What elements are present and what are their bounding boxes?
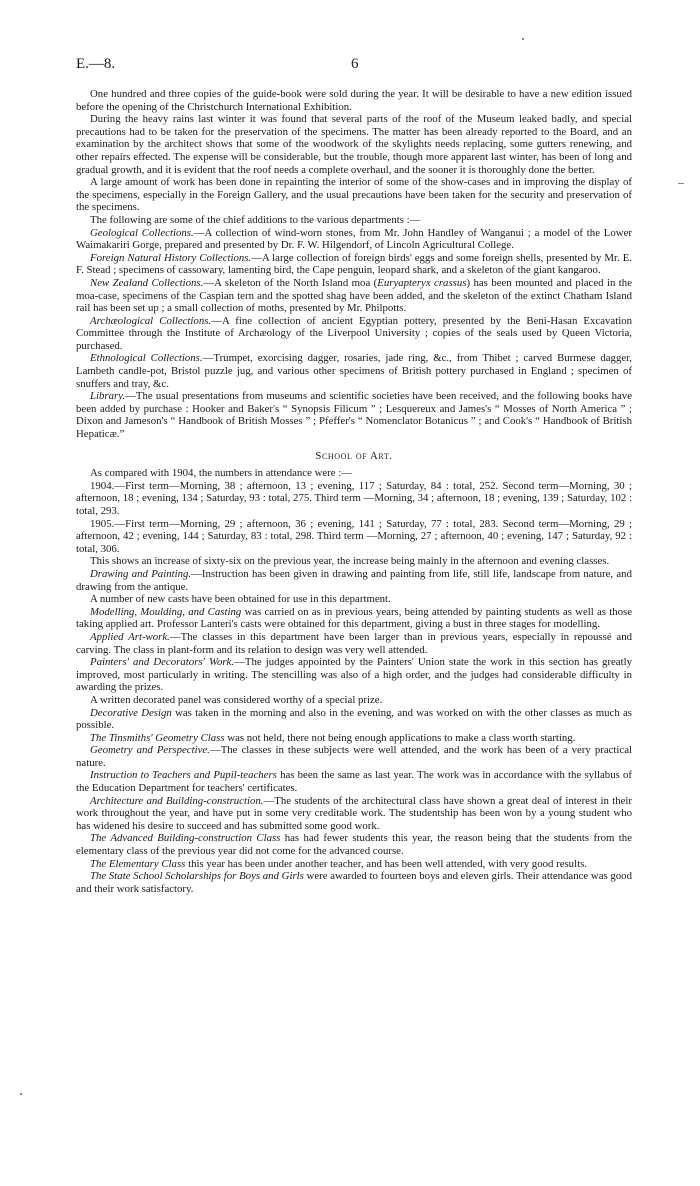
paragraph xyxy=(76,870,632,895)
paragraph xyxy=(76,795,632,833)
text-run: —A collection of wind-worn stones, from Mr. John Handley of Wanganui ; a model of the Lower Waimakariri Gorge, prepared and presented by Dr. F. W. Hilgendorf, of Lincoln Agricultural College. xyxy=(76,226,632,252)
text-run: —Trumpet, exorcising dagger, rosaries, jade ring, &c., from Thibet ; carved Burmese dagger, Lambeth candle-pot, Bristol puzzle jug, and various other specimens of British pottery purchased in England ; specimen of snuffers and tray, &c. xyxy=(76,352,632,390)
text-run: —The classes in this department have been larger than in previous years, especially in repoussé and carving. The class in plant-form and its relation to design was very well attended. xyxy=(76,630,632,656)
scan-speck xyxy=(678,183,684,184)
italic-run: New Zealand Collections. xyxy=(90,276,204,289)
paragraph xyxy=(76,832,632,857)
italic-run: Painters' and Decorators' Work. xyxy=(90,656,235,669)
text-run: was carried on as in previous years, being attended by painting students as well as those taking applied art. Professor Lanteri's casts were obtained for this department, giving a bust in three stages for modelling. xyxy=(76,605,633,631)
paragraph xyxy=(76,555,632,568)
text-run: As compared with 1904, the numbers in attendance were :— xyxy=(90,467,353,480)
italic-run: The Advanced Building-construction Class xyxy=(90,832,281,845)
italic-run: The Tinsmiths' Geometry Class xyxy=(90,731,225,744)
italic-run: Geometry and Perspective. xyxy=(90,744,210,757)
paragraph xyxy=(76,769,632,794)
text-run: 1905.—First term—Morning, 29 ; afternoon, 36 ; evening, 141 ; Saturday, 77 : total, 283. Second term—Morning, 29 ; afternoon, 42 ; evening, 144 ; Saturday, 83 : total, 298. Third term —Morning, 27 ; afternoon, 40 ; evening, 147 ; Saturday, 92 : total, 306. xyxy=(76,517,632,555)
paragraph xyxy=(76,214,632,227)
paragraph xyxy=(76,858,632,871)
page-number: 6 xyxy=(351,56,359,72)
paragraph xyxy=(76,252,632,277)
text-run: was not held, there not being enough applications to make a class worth starting. xyxy=(224,731,576,744)
paragraph xyxy=(76,227,632,252)
italic-run: Ethnological Collections. xyxy=(90,352,203,365)
paragraph xyxy=(76,568,632,593)
report-reference: E.—8. xyxy=(76,56,116,72)
paragraph xyxy=(76,656,632,694)
text-run: —The judges appointed by the Painters' Union state the work in this section has greatly improved, most particularly in writing. The stencilling was also of a high order, and the judges had considerable difficulty in awarding the prizes. xyxy=(76,656,632,694)
paragraph xyxy=(76,176,632,214)
paragraph xyxy=(76,744,632,769)
italic-run: Architecture and Building-construction. xyxy=(90,794,264,807)
italic-run: The State School Scholarships for Boys and Girls xyxy=(90,870,304,883)
text-run: A written decorated panel was considered worthy of a special prize. xyxy=(90,693,383,706)
report-body xyxy=(76,88,632,895)
paragraph xyxy=(76,606,632,631)
text-run: The following are some of the chief additions to the various departments :— xyxy=(90,213,421,226)
paragraph xyxy=(76,518,632,556)
text-run: 1904.—First term—Morning, 38 ; afternoon, 13 ; evening, 117 ; Saturday, 84 : total, 252. Second term—Morning, 30 ; afternoon, 18 ; evening, 134 ; Saturday, 93 : total, 275. Third term —Morning, 34 ; afternoon, 18 ; evening, 139 ; Saturday, 102 : total, 293. xyxy=(76,479,632,517)
text-run: This shows an increase of sixty-six on the previous year, the increase being mainly in the afternoon and evening classes. xyxy=(90,555,610,568)
text-run: —A skeleton of the North Island moa ( xyxy=(203,276,378,289)
text-run: ) has been mounted and placed in the moa-case, specimens of the Caspian tern and the spotted shag have been added, and the skeleton of the extinct Chatham Island rail has been set up ; a small collection of moths, presented by Mr. Philpotts. xyxy=(76,276,632,315)
scan-speck xyxy=(20,1093,22,1095)
text-run: —The usual presentations from museums and scientific societies have been received, and the following books have been added by purchase : Hooker and Baker's “ Synopsis Filicum ” ; Lesquereux and James's “ Mosses of North America ” ; Dixon and Jameson's “ Handbook of British Mosses ” ; Pfeffer's “ Nomenclator Botanicus ” ; and Cook's “ Handbook of British Hepaticæ.” xyxy=(76,390,632,441)
italic-run: Foreign Natural History Collections. xyxy=(90,251,252,264)
text-run: During the heavy rains last winter it was found that several parts of the roof of the Museum leaked badly, and special precautions had to be taken for the preservation of the specimens. The matter has been already reported to the Board, and an examination by the architect shows that some of the woodwork of the skylights needs replacing, some gutters renewing, and other repairs effected. The expense will be considerable, but the trouble, though more apparent last winter, has been of long and gradual growth, and it is evident that the roof needs a complete overhaul, and the sooner it is thoroughly done the better. xyxy=(76,113,632,176)
paragraph xyxy=(76,694,632,707)
paragraph xyxy=(76,732,632,745)
text-run: —The students of the architectural class have shown a great deal of interest in their work throughout the year, and have put in some very creditable work. The studentship has been won by a young student who has widened his desire to succeed and has submitted some good work. xyxy=(76,794,632,832)
paragraph xyxy=(76,467,632,480)
section-heading xyxy=(76,450,632,463)
text-run: was taken in the morning and also in the evening, and was worked on with the other classes as much as possible. xyxy=(76,706,632,732)
text-run: One hundred and three copies of the guide-book were sold during the year. It will be desirable to have a new edition issued before the opening of the Christchurch International Exhibition. xyxy=(76,88,632,113)
text-run: this year has been under another teacher, and has been well attended, with very good results. xyxy=(185,857,587,870)
paragraph xyxy=(76,88,632,113)
scan-speck xyxy=(522,38,524,40)
paragraph xyxy=(76,113,632,176)
italic-run: Archæological Collections. xyxy=(90,314,212,327)
paragraph xyxy=(76,707,632,732)
text-run: —Instruction has been given in drawing and painting from life, still life, landscape from nature, and drawing from the antique. xyxy=(76,567,632,593)
text-run: has had fewer students this year, the reason being that the students from the elementary class of the previous year did not come for the advanced course. xyxy=(76,832,632,858)
italic-run: Geological Collections. xyxy=(90,226,194,239)
italic-run: Modelling, Moulding, and Casting xyxy=(90,605,242,618)
italic-run: Instruction to Teachers and Pupil-teachers xyxy=(90,769,277,782)
italic-run: The Elementary Class xyxy=(90,857,186,870)
paragraph xyxy=(76,480,632,518)
paragraph xyxy=(76,352,632,390)
italic-run: Drawing and Painting. xyxy=(90,567,192,580)
text-run: were awarded to fourteen boys and eleven girls. Their attendance was good and their work satisfactory. xyxy=(76,870,632,895)
paragraph xyxy=(76,277,632,315)
italic-run: Euryapteryx crassus xyxy=(377,276,467,289)
italic-run: Decorative Design xyxy=(90,706,172,719)
text-run: has been the same as last year. The work was in accordance with the syllabus of the Education Department for teachers' certificates. xyxy=(76,769,632,795)
italic-run: Applied Art-work. xyxy=(90,630,170,643)
text-run: —The classes in these subjects were well attended, and the work has been of a very practical nature. xyxy=(76,744,632,769)
paragraph xyxy=(76,631,632,656)
text-run: —A large collection of foreign birds' eggs and some foreign shells, presented by Mr. E. F. Stead ; specimens of cassowary, lamenting bird, the Cape penguin, leopard shark, and a skeleton of the giant kangaroo. xyxy=(76,251,632,277)
text-run: —A fine collection of ancient Egyptian pottery, presented by the Beni-Hasan Excavation Committee through the Institute of Archæology of the Liverpool University ; copies of the seals used by Queen Victoria, purchased. xyxy=(76,314,632,352)
text-run: A number of new casts have been obtained for use in this department. xyxy=(90,593,391,606)
page-header xyxy=(76,56,636,76)
text-run: School of Art. xyxy=(315,449,393,462)
italic-run: Library. xyxy=(90,390,126,403)
text-run: A large amount of work has been done in repainting the interior of some of the show-cases and in improving the display of the specimens, especially in the Foreign Gallery, and the usual precautions have been taken for the security and preservation of the specimens. xyxy=(76,176,632,214)
paragraph xyxy=(76,390,632,440)
paragraph xyxy=(76,315,632,353)
paragraph xyxy=(76,593,632,606)
